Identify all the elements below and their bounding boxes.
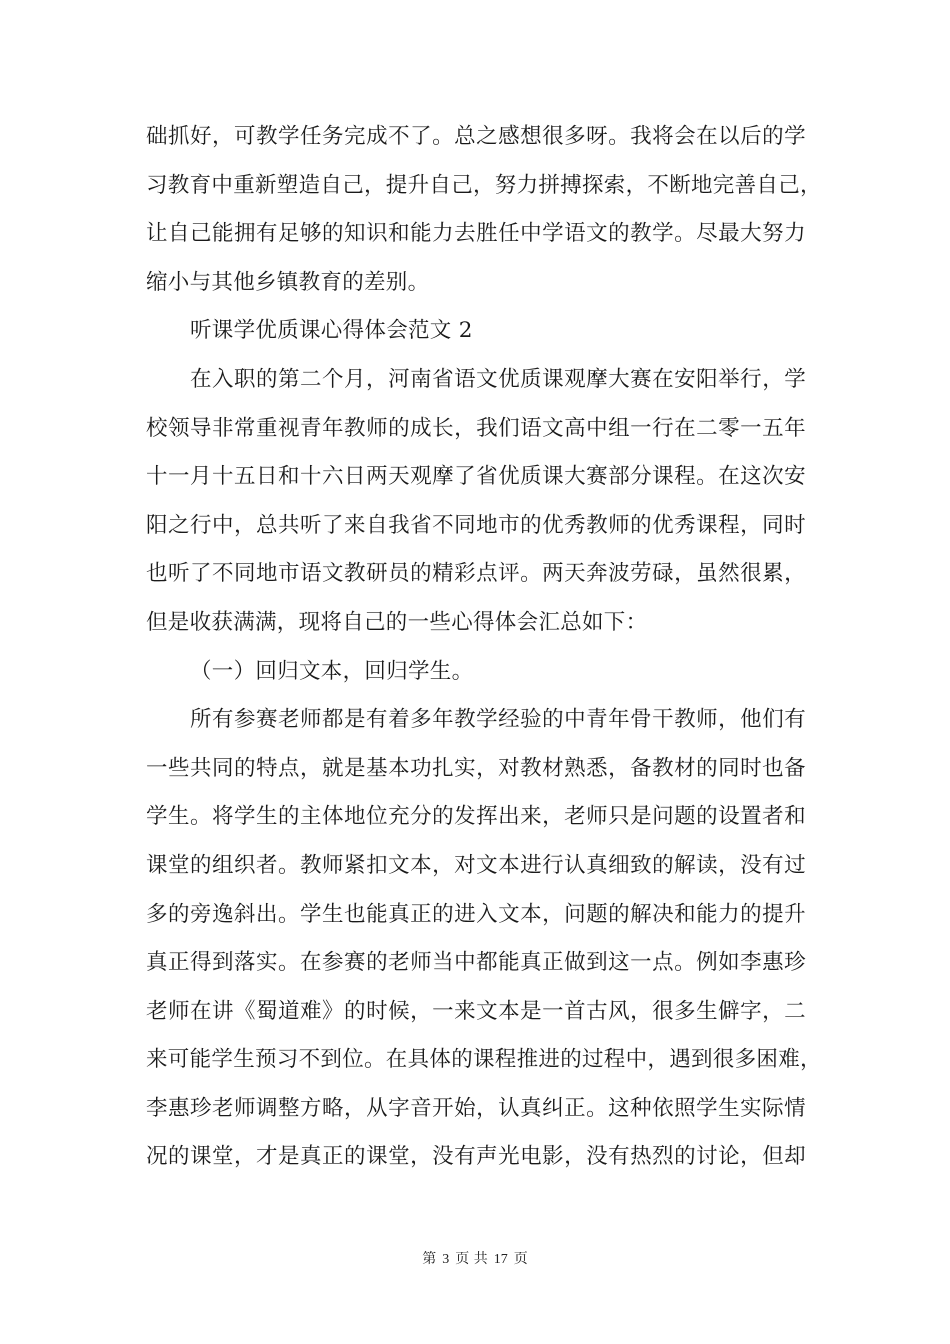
text-line: 多的旁逸斜出。学生也能真正的进入文本，问题的解决和能力的提升 <box>146 901 806 927</box>
text-line: 在入职的第二个月，河南省语文优质课观摩大赛在安阳举行，学 <box>190 366 806 392</box>
text-line: 但是收获满满，现将自己的一些心得体会汇总如下： <box>146 609 648 635</box>
text-line: 础抓好，可教学任务完成不了。总之感想很多呀。我将会在以后的学 <box>146 124 806 149</box>
text-line: 况的课堂，才是真正的课堂，没有声光电影，没有热烈的讨论，但却 <box>146 1144 806 1170</box>
text-line: 来可能学生预习不到位。在具体的课程推进的过程中，遇到很多困难， <box>146 1047 822 1073</box>
text-line: 一些共同的特点，就是基本功扎实，对教材熟悉，备教材的同时也备 <box>146 755 806 781</box>
text-line: 学生。将学生的主体地位充分的发挥出来，老师只是问题的设置者和 <box>146 804 806 830</box>
text-line: 缩小与其他乡镇教育的差别。 <box>146 269 430 295</box>
text-line: 真正得到落实。在参赛的老师当中都能真正做到这一点。例如李惠珍 <box>146 950 806 976</box>
footer-middle: 页 共 <box>455 1251 488 1267</box>
text-line: 习教育中重新塑造自己，提升自己，努力拼搏探索，不断地完善自己， <box>146 172 822 198</box>
text-line: 让自己能拥有足够的知识和能力去胜任中学语文的教学。尽最大努力 <box>146 221 806 247</box>
text-line: 所有参赛老师都是有着多年教学经验的中青年骨干教师，他们有 <box>190 707 806 733</box>
footer-suffix: 页 <box>513 1251 528 1267</box>
text-line: 十一月十五日和十六日两天观摩了省优质课大赛部分课程。在这次安 <box>146 464 806 490</box>
current-page-number: 3 <box>442 1252 450 1267</box>
footer-prefix: 第 <box>422 1251 437 1267</box>
text-line: 课堂的组织者。教师紧扣文本，对文本进行认真细致的解读，没有过 <box>146 852 806 878</box>
total-page-count: 17 <box>493 1252 508 1267</box>
text-line: 李惠珍老师调整方略，从字音开始，认真纠正。这种依照学生实际情 <box>146 1095 806 1121</box>
page-footer <box>0 1248 950 1268</box>
section-heading: 听课学优质课心得体会范文 2 <box>190 318 473 344</box>
text-line: 老师在讲《蜀道难》的时候，一来文本是一首古风，很多生僻字，二 <box>146 998 806 1024</box>
subsection-heading: （一）回归文本，回归学生。 <box>190 658 474 684</box>
document-body <box>146 113 822 1182</box>
text-line: 也听了不同地市语文教研员的精彩点评。两天奔波劳碌，虽然很累， <box>146 561 806 587</box>
text-line: 阳之行中，总共听了来自我省不同地市的优秀教师的优秀课程，同时 <box>146 512 806 538</box>
text-line: 校领导非常重视青年教师的成长，我们语文高中组一行在二零一五年 <box>146 415 806 441</box>
